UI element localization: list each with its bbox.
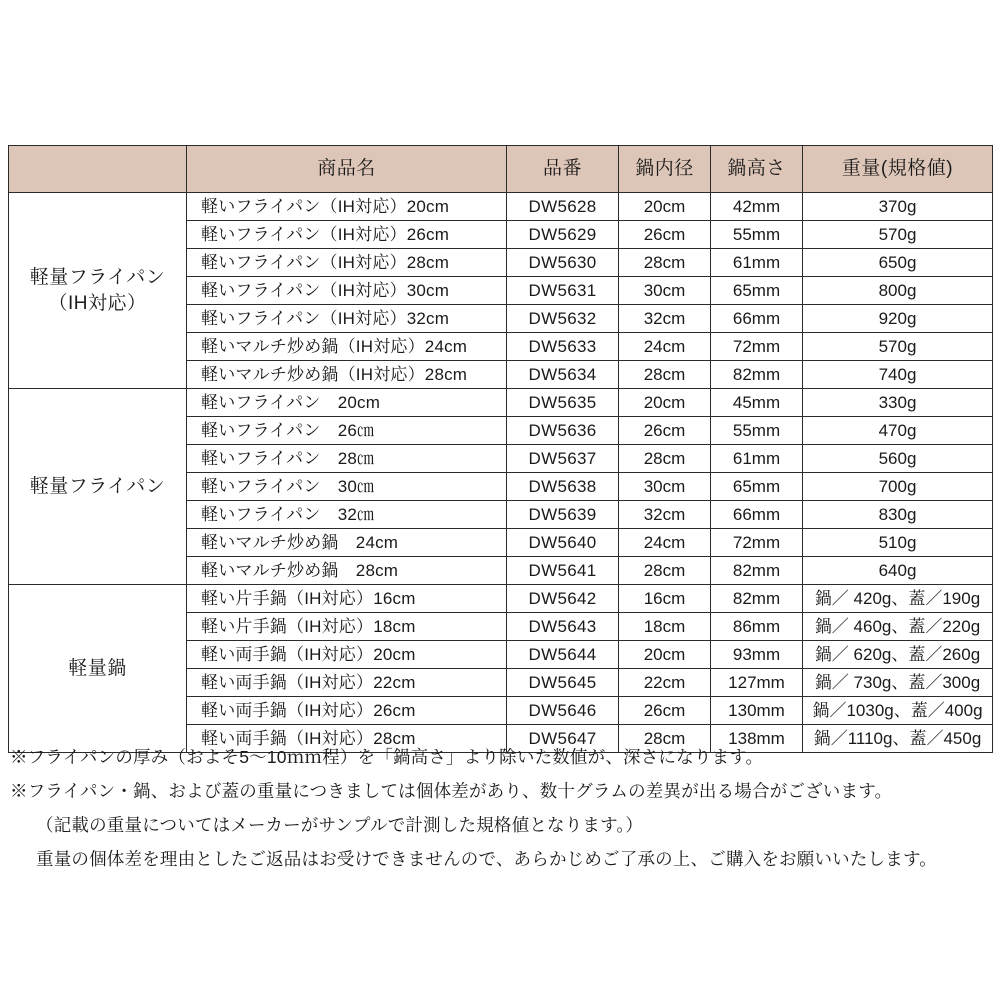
pot-height-cell: 82mm: [711, 585, 803, 613]
product-name-cell: 軽いフライパン（IH対応）28cm: [187, 249, 507, 277]
pot-height-cell: 66mm: [711, 305, 803, 333]
product-name-cell: 軽いマルチ炒め鍋（IH対応）24cm: [187, 333, 507, 361]
note-line: ※フライパン・鍋、および蓋の重量につきましては個体差があり、数十グラムの差異が出る場合がございます。: [10, 781, 893, 801]
pot-height-cell: 72mm: [711, 333, 803, 361]
item-code-cell: DW5634: [507, 361, 619, 389]
note-line: 重量の個体差を理由としたご返品はお受けできませんので、あらかじめご了承の上、ご購入をお願いいたします。: [36, 849, 937, 869]
table-header: [9, 146, 993, 193]
pot-height-cell: 55mm: [711, 417, 803, 445]
group-label-line1: 軽量フライパン: [29, 266, 166, 288]
item-code-cell: DW5639: [507, 501, 619, 529]
weight-cell: 370g: [803, 193, 993, 221]
item-code-cell: DW5630: [507, 249, 619, 277]
item-code-cell: DW5642: [507, 585, 619, 613]
pot-height-cell: 65mm: [711, 473, 803, 501]
product-name-cell: 軽いフライパン 20cm: [187, 389, 507, 417]
column-header-pot-height: 鍋高さ: [711, 146, 803, 193]
weight-cell: 640g: [803, 557, 993, 585]
pot-height-cell: 65mm: [711, 277, 803, 305]
group-label-cell: [9, 585, 187, 753]
table-header-row: [9, 146, 993, 193]
inner-diameter-cell: 28cm: [619, 361, 711, 389]
inner-diameter-cell: 26cm: [619, 417, 711, 445]
weight-cell: 700g: [803, 473, 993, 501]
inner-diameter-cell: 16cm: [619, 585, 711, 613]
product-name-cell: 軽い両手鍋（IH対応）20cm: [187, 641, 507, 669]
table-row: [9, 389, 993, 417]
product-name-cell: 軽いマルチ炒め鍋（IH対応）28cm: [187, 361, 507, 389]
item-code-cell: DW5628: [507, 193, 619, 221]
product-name-cell: 軽いフライパン 32㎝: [187, 501, 507, 529]
pot-height-cell: 61mm: [711, 249, 803, 277]
inner-diameter-cell: 24cm: [619, 529, 711, 557]
product-name-cell: 軽いフライパン（IH対応）32cm: [187, 305, 507, 333]
weight-cell: 鍋／ 730g、蓋／300g: [803, 669, 993, 697]
product-name-cell: 軽いフライパン（IH対応）26cm: [187, 221, 507, 249]
inner-diameter-cell: 28cm: [619, 557, 711, 585]
table-row: [9, 193, 993, 221]
item-code-cell: DW5631: [507, 277, 619, 305]
pot-height-cell: 72mm: [711, 529, 803, 557]
pot-height-cell: 93mm: [711, 641, 803, 669]
product-name-cell: 軽いフライパン 26㎝: [187, 417, 507, 445]
pot-height-cell: 55mm: [711, 221, 803, 249]
item-code-cell: DW5635: [507, 389, 619, 417]
inner-diameter-cell: 30cm: [619, 473, 711, 501]
product-name-cell: 軽いフライパン（IH対応）20cm: [187, 193, 507, 221]
weight-cell: 鍋／ 620g、蓋／260g: [803, 641, 993, 669]
inner-diameter-cell: 32cm: [619, 501, 711, 529]
product-name-cell: 軽い両手鍋（IH対応）22cm: [187, 669, 507, 697]
inner-diameter-cell: 32cm: [619, 305, 711, 333]
item-code-cell: DW5643: [507, 613, 619, 641]
weight-cell: 650g: [803, 249, 993, 277]
pot-height-cell: 130mm: [711, 697, 803, 725]
group-label-cell: [9, 193, 187, 389]
inner-diameter-cell: 28cm: [619, 445, 711, 473]
weight-cell: 740g: [803, 361, 993, 389]
inner-diameter-cell: 26cm: [619, 697, 711, 725]
inner-diameter-cell: 28cm: [619, 725, 711, 753]
product-name-cell: 軽いフライパン（IH対応）30cm: [187, 277, 507, 305]
weight-cell: 470g: [803, 417, 993, 445]
product-name-cell: 軽いマルチ炒め鍋 28cm: [187, 557, 507, 585]
column-header-item-code: 品番: [507, 146, 619, 193]
item-code-cell: DW5646: [507, 697, 619, 725]
table-body: [9, 193, 993, 753]
note-line: （記載の重量についてはメーカーがサンプルで計測した規格値となります。）: [36, 815, 644, 835]
weight-cell: 570g: [803, 221, 993, 249]
pot-height-cell: 138mm: [711, 725, 803, 753]
inner-diameter-cell: 20cm: [619, 193, 711, 221]
product-name-cell: 軽いマルチ炒め鍋 24cm: [187, 529, 507, 557]
item-code-cell: DW5636: [507, 417, 619, 445]
item-code-cell: DW5637: [507, 445, 619, 473]
product-spec-table: [8, 145, 993, 753]
column-header-product-name: 商品名: [187, 146, 507, 193]
inner-diameter-cell: 18cm: [619, 613, 711, 641]
group-label-line1: 軽量フライパン: [29, 475, 166, 497]
pot-height-cell: 66mm: [711, 501, 803, 529]
pot-height-cell: 82mm: [711, 557, 803, 585]
group-label-cell: [9, 389, 187, 585]
group-label-line2: （IH対応）: [48, 292, 147, 314]
item-code-cell: DW5629: [507, 221, 619, 249]
pot-height-cell: 45mm: [711, 389, 803, 417]
weight-cell: 800g: [803, 277, 993, 305]
item-code-cell: DW5632: [507, 305, 619, 333]
weight-cell: 鍋／ 420g、蓋／190g: [803, 585, 993, 613]
item-code-cell: DW5640: [507, 529, 619, 557]
pot-height-cell: 86mm: [711, 613, 803, 641]
item-code-cell: DW5644: [507, 641, 619, 669]
inner-diameter-cell: 22cm: [619, 669, 711, 697]
table-row: [9, 585, 993, 613]
item-code-cell: DW5633: [507, 333, 619, 361]
weight-cell: 560g: [803, 445, 993, 473]
product-name-cell: 軽い片手鍋（IH対応）16cm: [187, 585, 507, 613]
inner-diameter-cell: 20cm: [619, 389, 711, 417]
product-name-cell: 軽い両手鍋（IH対応）26cm: [187, 697, 507, 725]
weight-cell: 570g: [803, 333, 993, 361]
weight-cell: 鍋／1030g、蓋／400g: [803, 697, 993, 725]
item-code-cell: DW5641: [507, 557, 619, 585]
item-code-cell: DW5638: [507, 473, 619, 501]
item-code-cell: DW5645: [507, 669, 619, 697]
group-label-line1: 軽量鍋: [68, 657, 127, 679]
weight-cell: 鍋／1110g、蓋／450g: [803, 725, 993, 753]
weight-cell: 920g: [803, 305, 993, 333]
product-name-cell: 軽いフライパン 28㎝: [187, 445, 507, 473]
pot-height-cell: 61mm: [711, 445, 803, 473]
inner-diameter-cell: 28cm: [619, 249, 711, 277]
inner-diameter-cell: 24cm: [619, 333, 711, 361]
note-line: ※フライパンの厚み（およそ5～10ｍｍ程）を「鍋高さ」より除いた数値が、深さになります。: [10, 747, 764, 767]
weight-cell: 330g: [803, 389, 993, 417]
column-header-group: [9, 146, 187, 193]
product-name-cell: 軽い片手鍋（IH対応）18cm: [187, 613, 507, 641]
product-name-cell: 軽い両手鍋（IH対応）28cm: [187, 725, 507, 753]
pot-height-cell: 127mm: [711, 669, 803, 697]
column-header-weight: 重量(規格値): [803, 146, 993, 193]
column-header-inner-diameter: 鍋内径: [619, 146, 711, 193]
inner-diameter-cell: 26cm: [619, 221, 711, 249]
weight-cell: 510g: [803, 529, 993, 557]
inner-diameter-cell: 20cm: [619, 641, 711, 669]
notes-block: [10, 740, 990, 876]
weight-cell: 830g: [803, 501, 993, 529]
weight-cell: 鍋／ 460g、蓋／220g: [803, 613, 993, 641]
inner-diameter-cell: 30cm: [619, 277, 711, 305]
product-name-cell: 軽いフライパン 30㎝: [187, 473, 507, 501]
pot-height-cell: 82mm: [711, 361, 803, 389]
pot-height-cell: 42mm: [711, 193, 803, 221]
item-code-cell: DW5647: [507, 725, 619, 753]
